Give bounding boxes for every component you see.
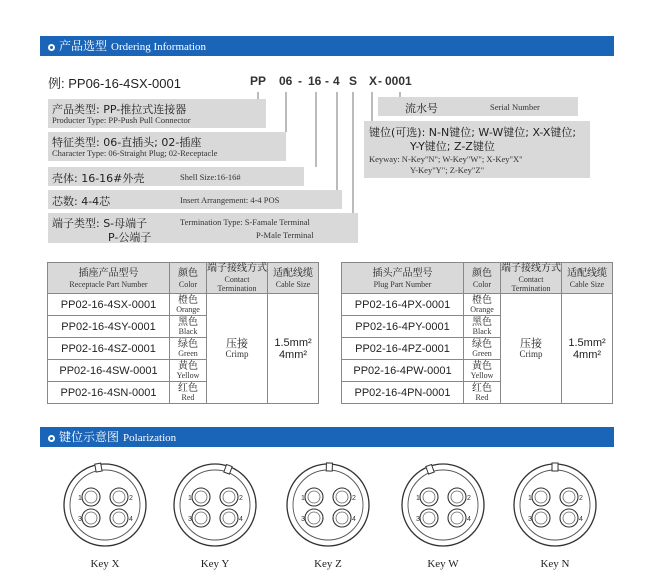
- key-label-z: Key Z: [314, 558, 342, 570]
- contact-inner: [535, 512, 547, 524]
- terminal-cn2: P-公端子: [108, 231, 152, 244]
- key-slot: [326, 463, 332, 471]
- part-number: PP02-16-4SY-0001: [48, 316, 170, 338]
- terminal-en: Termination Type: S-Famale Terminal: [180, 217, 310, 227]
- cable-cell: 1.5mm² 4mm²: [268, 294, 319, 404]
- insert-face: [70, 470, 140, 540]
- ordering-title-en: Ordering Information: [111, 41, 207, 53]
- pin-number: 2: [239, 495, 243, 502]
- contact-inner: [195, 491, 207, 503]
- header-color: 颜色 Color: [170, 263, 207, 294]
- key-label-n: Key N: [540, 558, 570, 570]
- header-color: 颜色 Color: [464, 263, 501, 294]
- part-number: PP02-16-4SN-0001: [48, 382, 170, 404]
- code-part-type: 06: [279, 74, 293, 88]
- code-part-shell: 16: [308, 74, 322, 88]
- contact-inner: [85, 491, 97, 503]
- pin-number: 2: [467, 495, 471, 502]
- part-number: PP02-16-4PY-0001: [342, 316, 464, 338]
- code-part-terminal: S: [349, 74, 358, 88]
- contact-inner: [308, 512, 320, 524]
- code-part-dash1: -: [298, 74, 302, 88]
- termination-cell: 压接 Crimp: [207, 294, 268, 404]
- ordering-title-cn: 产品选型: [59, 39, 108, 53]
- plug-table: [341, 262, 613, 404]
- table-row: [342, 294, 613, 316]
- part-number: PP02-16-4PX-0001: [342, 294, 464, 316]
- keyway-diagram-4: [514, 463, 596, 546]
- insert-en: Insert Arrangement: 4-4 POS: [180, 195, 280, 205]
- keyway-cn1: 键位(可选): N-N键位; W-W键位; X-X键位;: [369, 126, 577, 139]
- contact-inner: [563, 512, 575, 524]
- keyway-en2: Y-Key"Y"; Z-Key"Z": [410, 165, 485, 175]
- insert-cn: 芯数: 4-4芯: [52, 195, 111, 208]
- keyway-diagram-1: [174, 464, 256, 546]
- code-part-pp: PP: [250, 74, 267, 88]
- color-cell: 红色 Red: [464, 382, 501, 404]
- part-number: PP02-16-4SZ-0001: [48, 338, 170, 360]
- character-type-cn: 特征类型: 06-直插头; 02-插座: [52, 136, 202, 149]
- pin-number: 4: [352, 516, 356, 523]
- table-header-row: [342, 263, 613, 294]
- key-label-y: Key Y: [200, 558, 230, 570]
- contact-inner: [423, 491, 435, 503]
- pin-number: 4: [129, 516, 133, 523]
- character-type-en: Character Type: 06-Straight Plug; 02-Receptacle: [52, 148, 218, 158]
- pin-number: 4: [579, 516, 583, 523]
- contact-inner: [535, 491, 547, 503]
- pin-number: 3: [416, 516, 420, 523]
- code-part-serial: 0001: [385, 74, 412, 88]
- code-part-pos: 4: [333, 74, 340, 88]
- part-number: PP02-16-4PN-0001: [342, 382, 464, 404]
- pin-number: 4: [467, 516, 471, 523]
- code-part-dash2: -: [325, 74, 329, 88]
- header-part: 插座产品型号 Receptacle Part Number: [48, 263, 170, 294]
- header-termination: 端子接线方式 Contact Termination: [207, 263, 267, 293]
- header-cable: 适配线缆 Cable Size: [268, 263, 319, 294]
- polarization-title-cn: 键位示意图: [59, 430, 120, 444]
- pin-number: 1: [188, 495, 192, 502]
- contact-inner: [223, 491, 235, 503]
- pin-number: 2: [352, 495, 356, 502]
- table-row: [48, 294, 319, 316]
- color-cell: 绿色 Green: [464, 338, 501, 360]
- terminal-cn: 端子类型: S-母端子: [52, 217, 148, 230]
- keyway-diagram-3: [402, 464, 484, 546]
- key-label-x: Key X: [90, 558, 120, 570]
- pin-number: 2: [129, 495, 133, 502]
- contact-inner: [336, 512, 348, 524]
- table-header-row: [48, 263, 319, 294]
- pin-number: 3: [301, 516, 305, 523]
- color-cell: 黄色 Yellow: [464, 360, 501, 382]
- contact-inner: [423, 512, 435, 524]
- contact-inner: [85, 512, 97, 524]
- pin-number: 4: [239, 516, 243, 523]
- pin-number: 3: [78, 516, 82, 523]
- pin-number: 2: [579, 495, 583, 502]
- color-cell: 黄色 Yellow: [170, 360, 207, 382]
- key-slot: [95, 463, 102, 472]
- code-part-key: X: [369, 74, 378, 88]
- contact-inner: [195, 512, 207, 524]
- contact-inner: [308, 491, 320, 503]
- insert-face: [180, 470, 250, 540]
- product-type-cn: 产品类型: PP-推拉式连接器: [52, 103, 187, 116]
- color-cell: 橙色 Orange: [464, 294, 501, 316]
- receptacle-table: [47, 262, 319, 404]
- key-label-w: Key W: [427, 558, 459, 570]
- insert-face: [408, 470, 478, 540]
- keyway-cn2: Y-Y键位; Z-Z键位: [410, 140, 495, 153]
- keyway-diagram-2: [287, 463, 369, 546]
- part-number: PP02-16-4PZ-0001: [342, 338, 464, 360]
- polarization-banner: [40, 427, 614, 447]
- serial-cn: 流水号: [405, 102, 438, 115]
- color-cell: 黑色 Black: [464, 316, 501, 338]
- insert-face: [293, 470, 363, 540]
- color-cell: 橙色 Orange: [170, 294, 207, 316]
- header-part: 插头产品型号 Plug Part Number: [342, 263, 464, 294]
- color-cell: 黑色 Black: [170, 316, 207, 338]
- part-number: PP02-16-4PW-0001: [342, 360, 464, 382]
- part-number: PP02-16-4SX-0001: [48, 294, 170, 316]
- keyway-en1: Keyway: N-Key"N"; W-Key"W"; X-Key"X": [369, 154, 523, 164]
- header-cable: 适配线缆 Cable Size: [562, 263, 613, 294]
- product-type-en: Producter Type: PP-Push Pull Connector: [52, 115, 191, 125]
- cable-cell: 1.5mm² 4mm²: [562, 294, 613, 404]
- pin-number: 1: [416, 495, 420, 502]
- contact-inner: [223, 512, 235, 524]
- pin-number: 3: [528, 516, 532, 523]
- termination-cell: 压接 Crimp: [501, 294, 562, 404]
- keyway-diagrams: [0, 455, 662, 555]
- part-number: PP02-16-4SW-0001: [48, 360, 170, 382]
- contact-inner: [113, 491, 125, 503]
- contact-inner: [563, 491, 575, 503]
- contact-inner: [451, 491, 463, 503]
- shell-cn: 壳体: 16-16#外壳: [52, 172, 145, 185]
- pin-number: 1: [301, 495, 305, 502]
- keyway-diagram-0: [64, 463, 146, 546]
- bullet-icon: [48, 435, 55, 442]
- color-cell: 绿色 Green: [170, 338, 207, 360]
- pin-number: 1: [78, 495, 82, 502]
- pin-number: 1: [528, 495, 532, 502]
- example-label: 例: PP06-16-4SX-0001: [48, 76, 181, 91]
- key-slot: [552, 463, 558, 471]
- terminal-en2: P-Male Terminal: [256, 230, 314, 240]
- contact-inner: [336, 491, 348, 503]
- color-cell: 红色 Red: [170, 382, 207, 404]
- code-part-dash3: -: [378, 74, 382, 88]
- pin-number: 3: [188, 516, 192, 523]
- shell-en: Shell Size:16-16#: [180, 172, 241, 182]
- contact-inner: [113, 512, 125, 524]
- insert-face: [520, 470, 590, 540]
- polarization-title-en: Polarization: [123, 432, 177, 444]
- serial-en: Serial Number: [490, 102, 540, 112]
- contact-inner: [451, 512, 463, 524]
- header-termination: 端子接线方式 Contact Termination: [501, 263, 561, 293]
